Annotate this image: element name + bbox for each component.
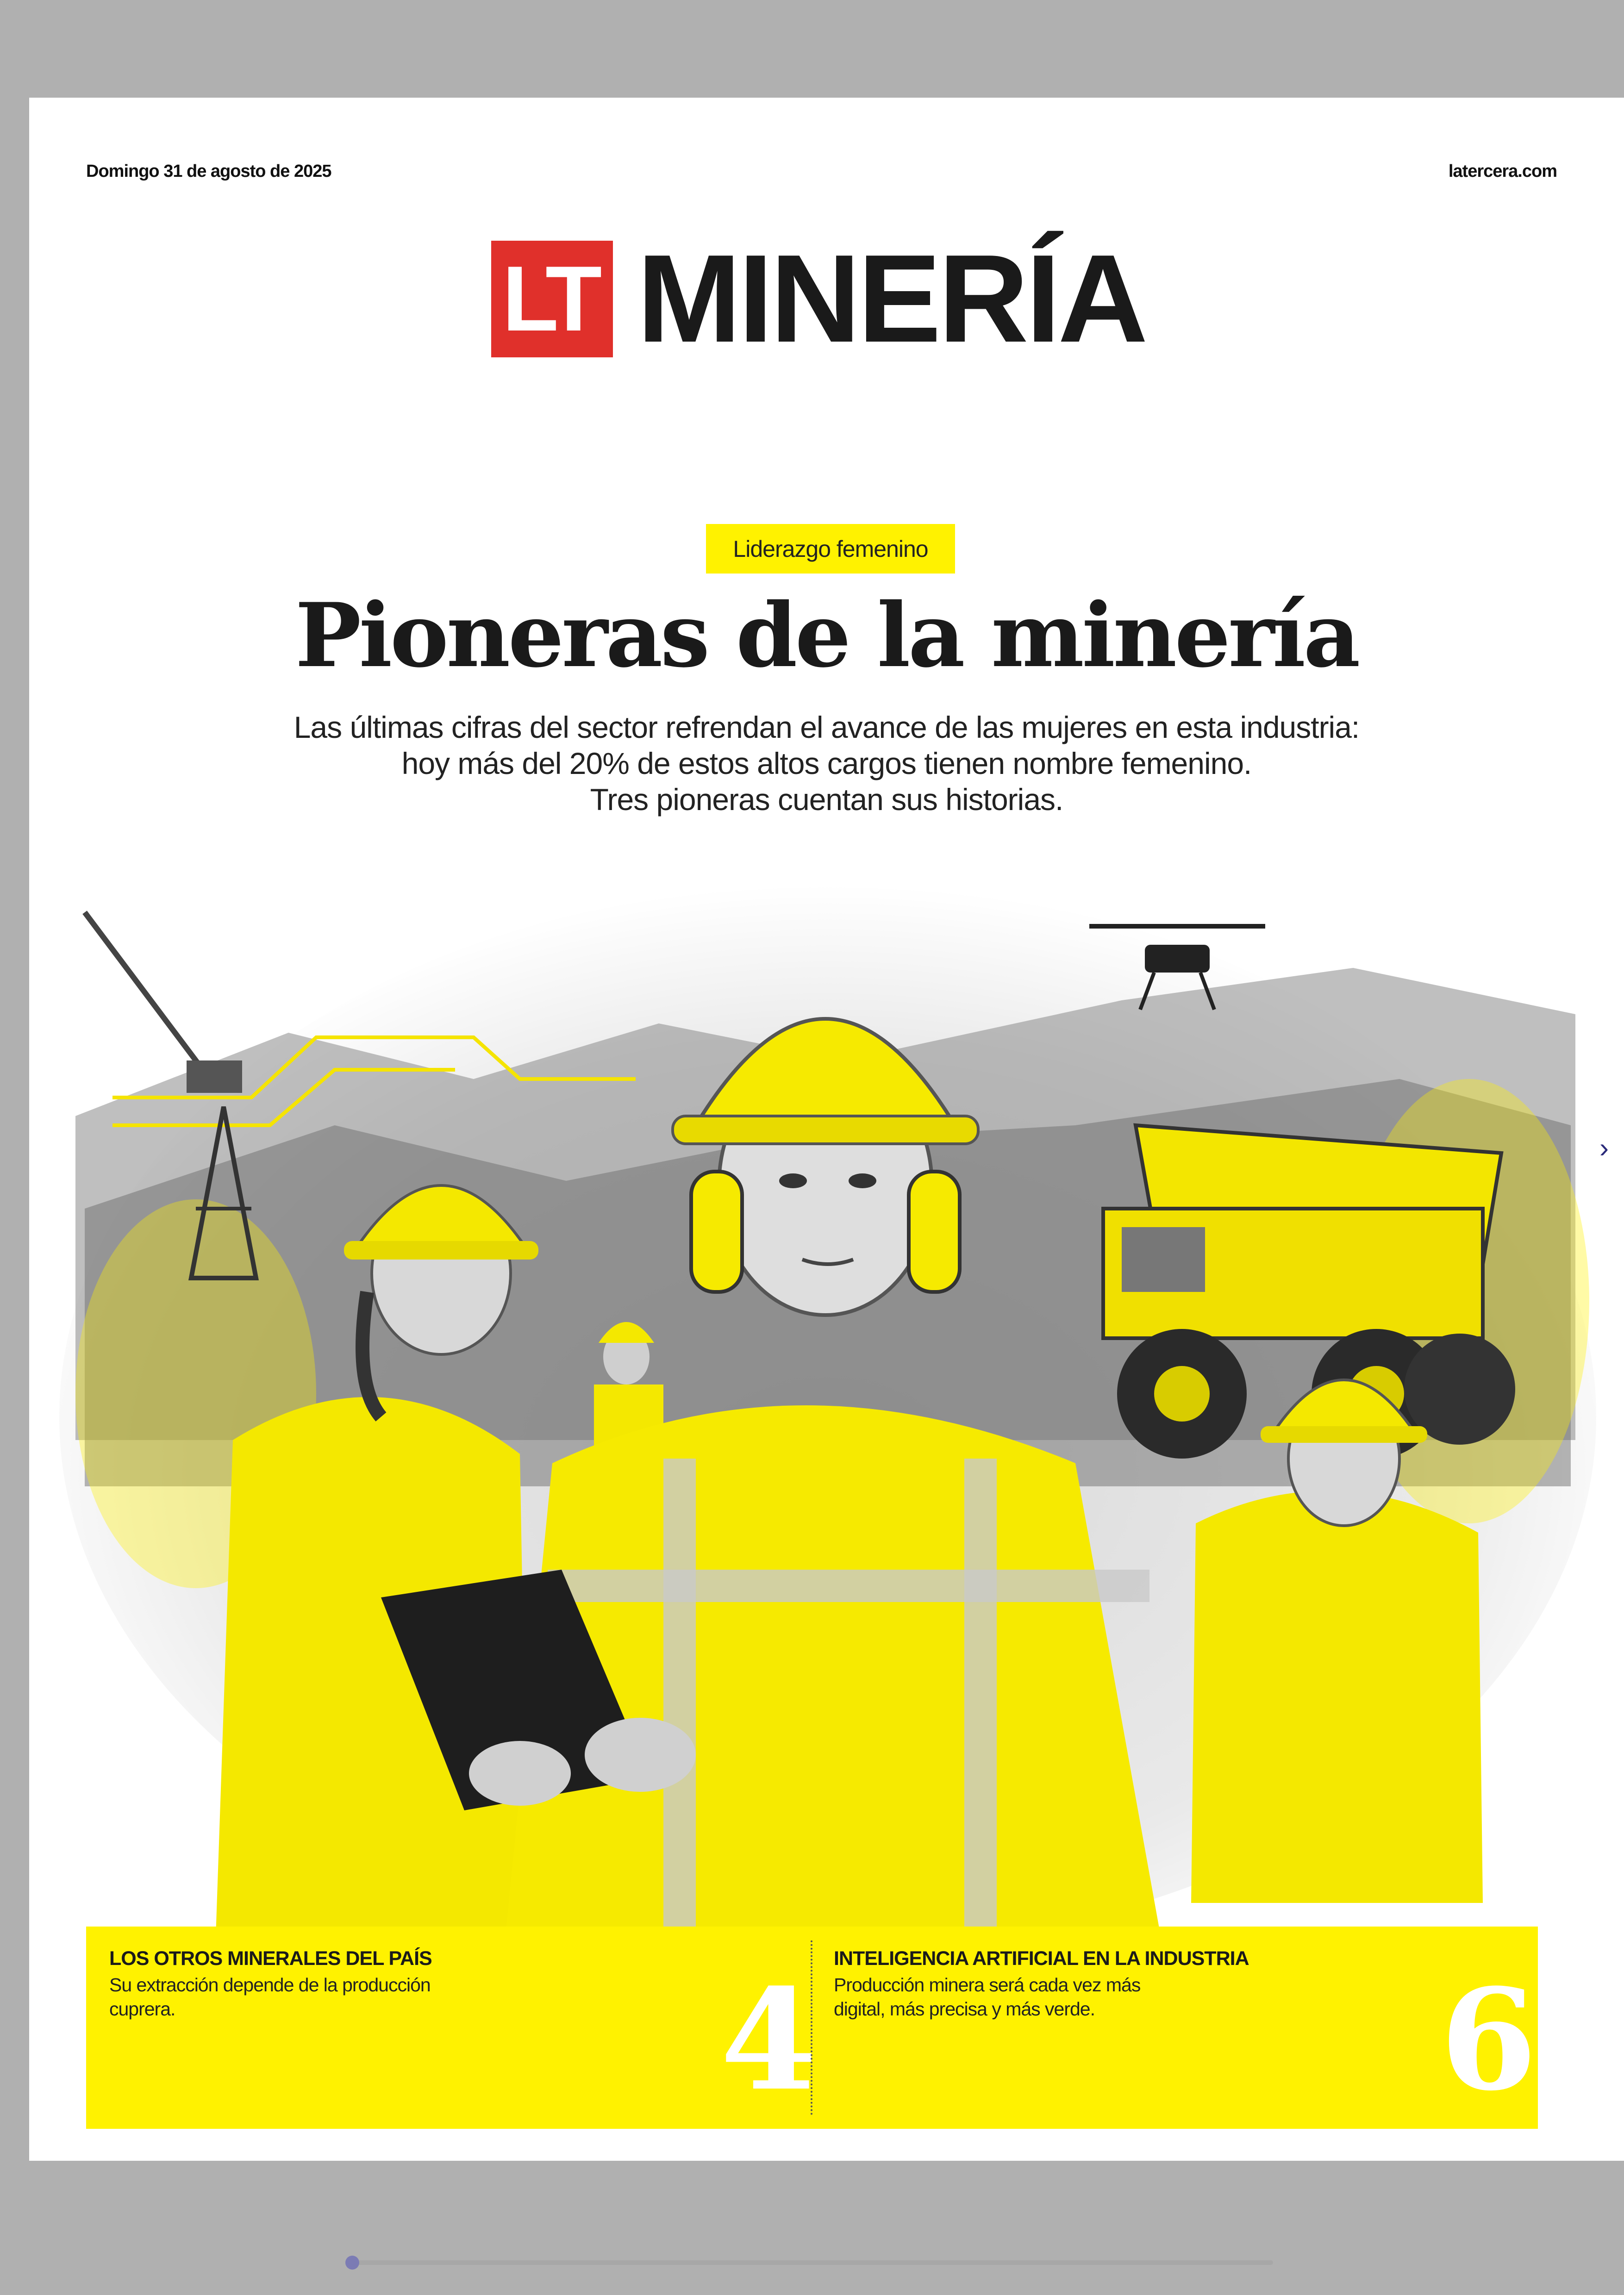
teaser-desc: Su extracción depende de la producción cuprera. xyxy=(109,1974,431,2020)
teaser-page-number: 6 xyxy=(1440,1958,1537,2121)
chevron-right-icon[interactable]: › xyxy=(1599,1132,1609,1163)
masthead-logo xyxy=(491,229,1145,368)
teaser-title: LOS OTROS MINERALES DEL PAÍS xyxy=(109,1947,432,1970)
cover-illustration xyxy=(57,885,1599,1977)
cover-headline: Pioneras de la minería xyxy=(295,584,1358,687)
lt-logo-letters: LT xyxy=(502,247,596,350)
page-scrubber[interactable] xyxy=(352,2260,1273,2265)
scrubber-handle[interactable] xyxy=(345,2256,359,2270)
section-title: MINERÍA xyxy=(637,229,1145,368)
newspaper-page xyxy=(29,98,1624,2161)
subhead-line-2: hoy más del 20% de estos altos cargos tienen nombre femenino. xyxy=(401,746,1252,780)
topic-tag: Liderazgo femenino xyxy=(706,524,955,574)
teaser-page-number: 4 xyxy=(720,1958,817,2121)
teaser-desc: Producción minera será cada vez más digital, más precisa y más verde. xyxy=(834,1974,1141,2020)
site-url: latercera.com xyxy=(1448,162,1557,181)
teaser-page-6[interactable] xyxy=(811,1927,1538,2129)
lt-logo-box xyxy=(491,241,613,357)
teaser-page-4[interactable] xyxy=(86,1927,817,2129)
issue-date: Domingo 31 de agosto de 2025 xyxy=(86,162,331,181)
teaser-band xyxy=(86,1927,1538,2129)
subhead-line-1: Las últimas cifras del sector refrendan el avance de las mujeres en esta industria: xyxy=(294,710,1360,744)
subhead-line-3: Tres pioneras cuentan sus historias. xyxy=(590,782,1063,817)
teaser-title: INTELIGENCIA ARTIFICIAL EN LA INDUSTRIA xyxy=(834,1947,1249,1970)
